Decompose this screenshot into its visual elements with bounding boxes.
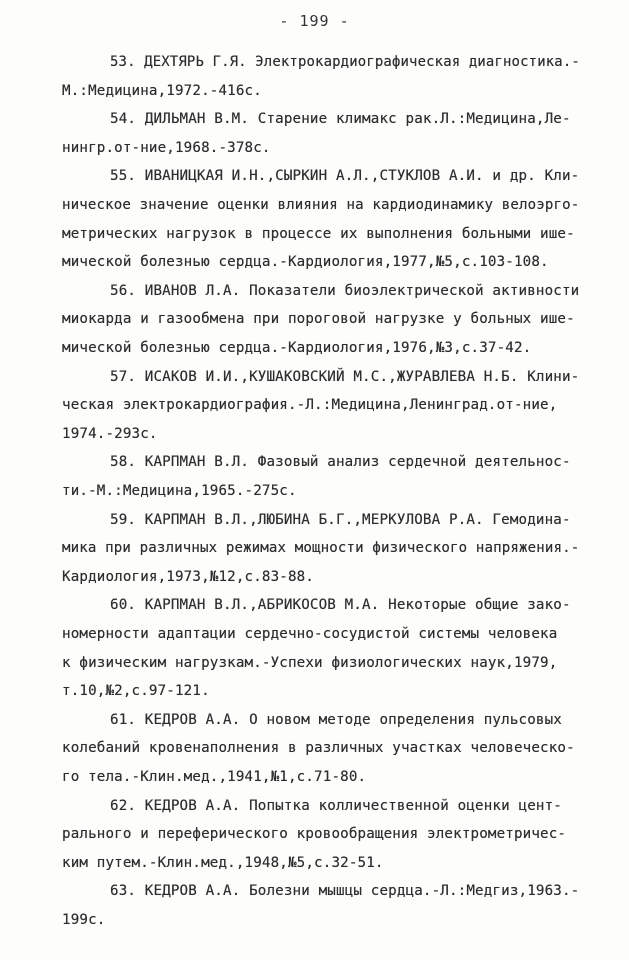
page-number: - 199 - xyxy=(279,12,350,30)
entry-continuation-line: рального и переферического кровообращения электрометричес- xyxy=(62,826,567,843)
entry-first-line: 63. КЕДРОВ А.А. Болезни мышцы сердца.-Л.:Медгиз,1963.- xyxy=(110,883,580,900)
entry-continuation-line: мической болезнью сердца.-Кардиология,1977,№5,с.103-108. xyxy=(62,254,549,271)
entry-continuation-line: Кардиология,1973,№12,с.83-88. xyxy=(62,568,315,585)
entry-first-line: 61. КЕДРОВ А.А. О новом методе определения пульсовых xyxy=(110,711,562,728)
entry-continuation-line: к физическим нагрузкам.-Успехи физиологических наук,1979, xyxy=(62,654,558,671)
entry-first-line: 60. КАРПМАН В.Л.,АБРИКОСОВ М.А. Некоторые общие зако- xyxy=(110,597,571,614)
entry-continuation-line: нингр.от-ние,1968.-378с. xyxy=(62,139,271,156)
entry-continuation-line: го тела.-Клин.мед.,1941,№1,с.71-80. xyxy=(62,769,367,785)
entry-first-line: 57. ИСАКОВ И.И.,КУШАКОВСКИЙ М.С.,ЖУРАВЛЕВА Н.Б. Клини- xyxy=(110,368,580,385)
entry-continuation-line: номерности адаптации сердечно-сосудистой системы человека xyxy=(62,626,558,642)
entry-continuation-line: мика при различных режимах мощности физического напряжения.- xyxy=(62,540,580,557)
entry-continuation-line: ти.-М.:Медицина,1965.-275с. xyxy=(62,483,297,499)
entry-continuation-line: 1974.-293с. xyxy=(62,425,158,442)
entry-continuation-line: 199с. xyxy=(62,912,106,928)
entry-continuation-line: ческая электрокардиография.-Л.:Медицина,Ленинград.от-ние, xyxy=(62,397,558,414)
entry-continuation-line: мической болезнью сердца.-Кардиология,1976,№3,с.37-42. xyxy=(62,340,532,356)
entry-first-line: 55. ИВАНИЦКАЯ И.Н.,СЫРКИН А.Л.,СТУКЛОВ А.И. и др. Кли- xyxy=(110,168,580,185)
entry-continuation-line: колебаний кровенаполнения в различных участках человеческо- xyxy=(62,740,575,757)
entry-continuation-line: миокарда и газообмена при пороговой нагрузке у больных ише- xyxy=(62,311,575,328)
entry-first-line: 59. КАРПМАН В.Л.,ЛЮБИНА Б.Г.,МЕРКУЛОВА Р.А. Гемодина- xyxy=(110,511,571,528)
entry-continuation-line: т.10,№2,с.97-121. xyxy=(62,683,210,700)
entry-first-line: 53. ДЕХТЯРЬ Г.Я. Электрокардиографическая диагностика.- xyxy=(110,54,580,70)
entry-continuation-line: метрических нагрузок в процессе их выполнения больными ише- xyxy=(62,225,575,242)
entry-first-line: 62. КЕДРОВ А.А. Попытка колличественной оценки цент- xyxy=(110,797,562,814)
entry-continuation-line: М.:Медицина,1972.-416с. xyxy=(62,82,262,99)
entry-continuation-line: ким путем.-Клин.мед.,1948,№5,с.32-51. xyxy=(62,854,384,871)
entry-continuation-line: ническое значение оценки влияния на кардиодинамику велоэрго- xyxy=(62,197,580,213)
entry-first-line: 54. ДИЛЬМАН В.М. Старение климакс рак.Л.:Медицина,Ле- xyxy=(110,111,571,128)
entry-first-line: 56. ИВАНОВ Л.А. Показатели биоэлектрической активности xyxy=(110,282,580,299)
entry-first-line: 58. КАРПМАН В.Л. Фазовый анализ сердечной деятельнос- xyxy=(110,454,571,471)
